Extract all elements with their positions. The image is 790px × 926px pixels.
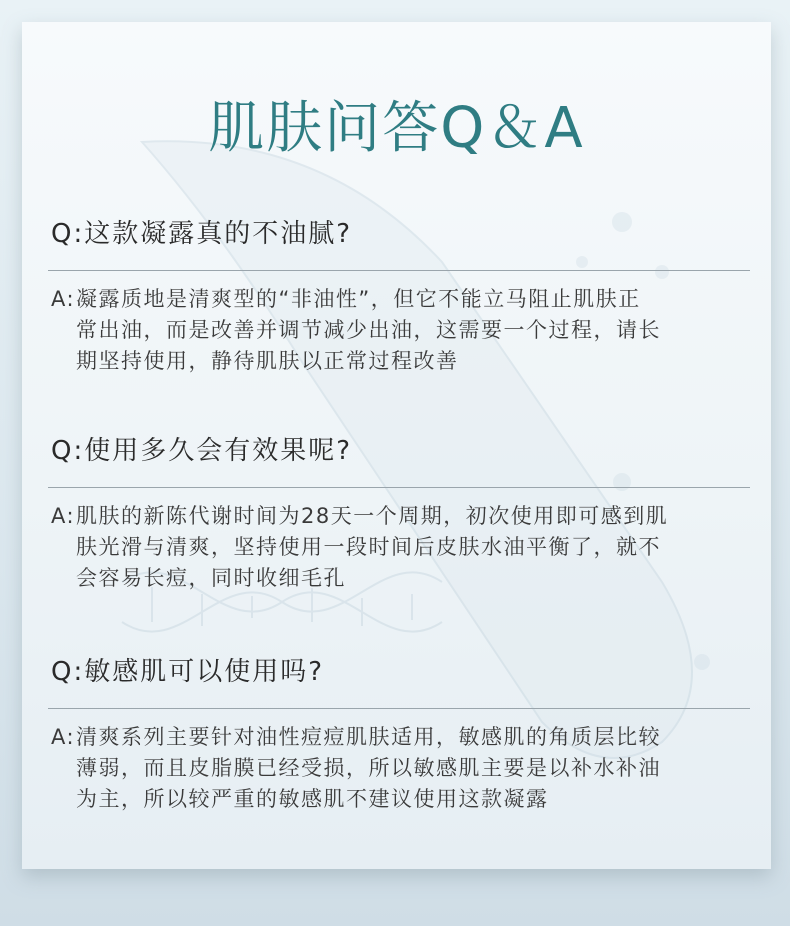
question-prefix: Q: [51, 657, 85, 687]
question-text: 敏感肌可以使用吗? [84, 657, 325, 687]
question [51, 213, 352, 250]
answer-line: 凝露质地是清爽型的“非油性”，但它不能立马阻止肌肤正 [76, 287, 641, 311]
answer-prefix: A: [51, 725, 76, 749]
answer [51, 722, 751, 815]
answer [51, 284, 751, 377]
answer-line: 清爽系列主要针对油性痘痘肌肤适用，敏感肌的角质层比较 [76, 725, 661, 749]
answer-line: 常出油，而是改善并调节减少出油，这需要一个过程，请长 [76, 318, 661, 342]
divider [48, 708, 750, 709]
answer-line: 肌肤的新陈代谢时间为28天一个周期，初次使用即可感到肌 [76, 504, 669, 528]
divider [48, 487, 750, 488]
question-text: 这款凝露真的不油腻? [84, 219, 353, 249]
question-prefix: Q: [51, 436, 85, 466]
page-title: 肌肤问答Q＆A [208, 96, 585, 161]
answer-line: 薄弱，而且皮脂膜已经受损，所以敏感肌主要是以补水补油 [76, 756, 661, 780]
answer-line: 期坚持使用，静待肌肤以正常过程改善 [76, 349, 459, 373]
question [51, 651, 324, 688]
question-text: 使用多久会有效果呢? [84, 436, 353, 466]
divider [48, 270, 750, 271]
qa-card [22, 22, 771, 869]
answer-line: 肤光滑与清爽，坚持使用一段时间后皮肤水油平衡了，就不 [76, 535, 661, 559]
answer-line: 会容易长痘，同时收细毛孔 [76, 566, 346, 590]
question-prefix: Q: [51, 219, 85, 249]
answer [51, 501, 751, 594]
answer-prefix: A: [51, 287, 76, 311]
answer-prefix: A: [51, 504, 76, 528]
question [51, 430, 352, 467]
answer-line: 为主，所以较严重的敏感肌不建议使用这款凝露 [76, 787, 549, 811]
